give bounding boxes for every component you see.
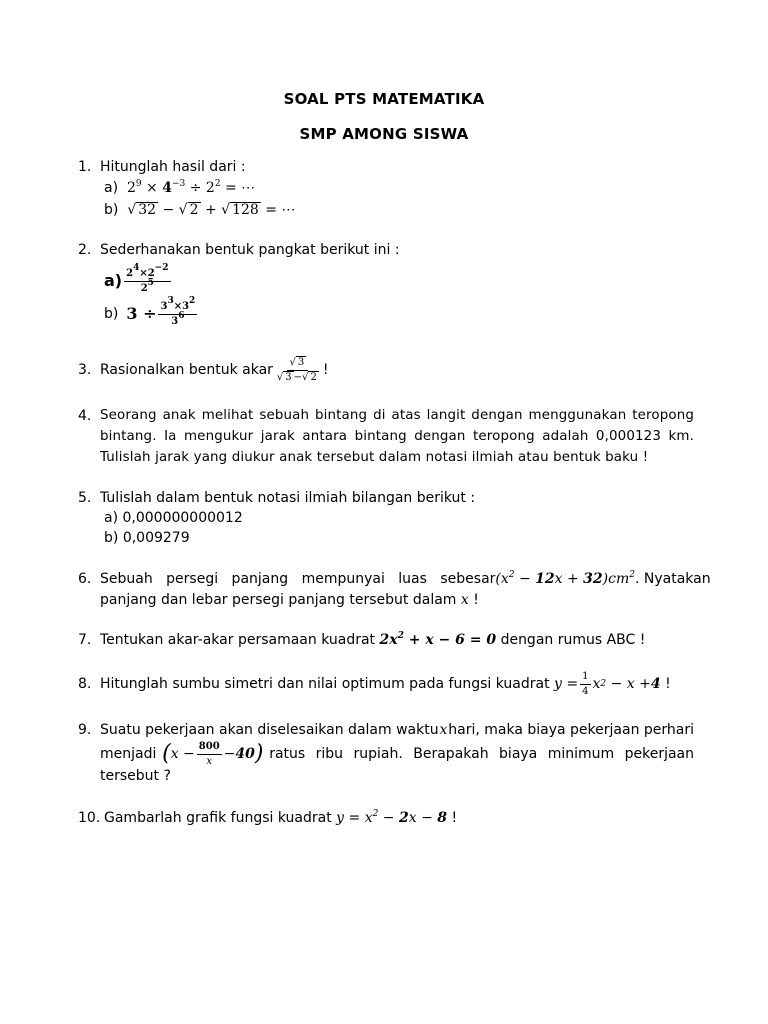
q9-line1-post: hari, maka biaya pekerjaan perhari: [448, 722, 694, 738]
q3-number: 3.: [78, 362, 92, 378]
q7-equation: $2x^2 + x - 6 = 0$: [379, 631, 497, 648]
q5-b: [104, 528, 190, 548]
q9-line2-post: ratus ribu rupiah. Berapakah biaya minimum pekerjaan: [269, 746, 694, 762]
q7-post: dengan rumus ABC !: [500, 632, 646, 648]
q8-end: !: [665, 676, 671, 692]
q3-end: !: [322, 362, 329, 378]
q6-line1-math: $(x^2 - 12x + 32)cm^2$. Nyatakan: [495, 570, 711, 587]
q10-function: $y = x^2 - 2x - 8$: [336, 809, 448, 826]
q7-line: [100, 630, 645, 650]
q6-line1-pre: Sebuah persegi panjang mempunyai luas sebesar: [100, 571, 496, 587]
q2-a-fraction: $\frac{2^4\times 2^{-2}}{2^5}$: [126, 262, 169, 294]
q8-pre: Hitunglah sumbu simetri dan nilai optimum pada fungsi kuadrat: [100, 676, 550, 692]
q10-line: [104, 808, 457, 828]
q4-line1: Seorang anak melihat sebuah bintang di atas langit dengan menggunakan teropong: [100, 408, 694, 423]
q1-number: 1.: [78, 159, 92, 175]
q1-a-expression: $2^9 \times 4^{-3} \div 2^2$ = ⋯: [122, 179, 256, 196]
q1-b: [104, 200, 295, 220]
q6-line2-end: !: [473, 592, 479, 608]
q6-line1-post: . Nyatakan: [634, 571, 711, 587]
q10-end: !: [451, 810, 458, 826]
q3-text: Rasionalkan bentuk akar: [100, 362, 273, 378]
q2-b: [104, 295, 199, 330]
q7-number: 7.: [78, 632, 92, 648]
q2-b-label: b): [104, 306, 119, 322]
q2-number: 2.: [78, 242, 92, 258]
q10-pre: Gambarlah grafik fungsi kuadrat: [104, 810, 332, 826]
document-title: SOAL PTS MATEMATIKA: [283, 90, 485, 108]
q5-text: Tulislah dalam bentuk notasi ilmiah bilangan berikut :: [100, 490, 476, 506]
q1-text: Hitunglah hasil dari :: [100, 159, 246, 175]
q6-number: 6.: [78, 571, 92, 587]
q5-b-value: 0,009279: [122, 530, 190, 546]
q4-line3: Tulislah jarak yang diukur anak tersebut dalam notasi ilmiah atau bentuk baku !: [100, 450, 649, 465]
q5-a-label: a): [104, 510, 119, 526]
q5-number: 5.: [78, 490, 92, 506]
q8-function: y = $\frac{1}{4}$ x 2 − x + 4: [554, 670, 661, 697]
q2-b-fraction: $\frac{3^3\times 3^2}{3^6}$: [160, 295, 196, 327]
q9-number: 9.: [78, 722, 92, 738]
q9-line2: [100, 736, 694, 772]
q6-variable-x: x: [460, 592, 469, 608]
q5-a: [104, 508, 243, 528]
q9-expression: ( x − $\frac{800}{x}$ − 40 ): [162, 740, 264, 767]
q2-a: [104, 262, 173, 297]
q8-number: 8.: [78, 676, 92, 692]
q2-a-label: a): [104, 271, 123, 290]
q6-line2: [100, 590, 479, 610]
q10-number: 10.: [78, 810, 101, 826]
q5-a-value: 0,000000000012: [122, 510, 243, 526]
q1-a: [104, 178, 255, 198]
q4-number: 4.: [78, 408, 92, 424]
q6-line1: [100, 569, 711, 589]
q9-line1-text: Suatu pekerjaan akan diselesaikan dalam waktu: [100, 722, 439, 738]
q2-text: Sederhanakan bentuk pangkat berikut ini :: [100, 242, 400, 258]
q9-variable-x: x: [439, 722, 448, 738]
q7-pre: Tentukan akar-akar persamaan kuadrat: [100, 632, 376, 648]
q1-a-label: a): [104, 180, 119, 196]
q3-line: [100, 352, 328, 388]
q2-b-expression: 3 ÷: [126, 304, 157, 323]
q9-line2-pre: menjadi: [100, 746, 157, 762]
q1-b-expression: √ 32 − √ 2 + √ 128 = ⋯: [122, 202, 296, 218]
q9-line3: tersebut ?: [100, 768, 171, 784]
q1-b-label: b): [104, 202, 119, 218]
q4-line2: bintang. Ia mengukur jarak antara bintang dengan teropong adalah 0,000123 km.: [100, 429, 694, 444]
q3-fraction: $\frac{√ 3}{√ 3 -√ 2}$: [276, 356, 317, 383]
q5-b-label: b): [104, 530, 119, 546]
q8-line: [100, 666, 671, 702]
q6-line2-text: panjang dan lebar persegi panjang tersebut dalam: [100, 592, 457, 608]
document-subtitle: SMP AMONG SISWA: [299, 125, 469, 143]
